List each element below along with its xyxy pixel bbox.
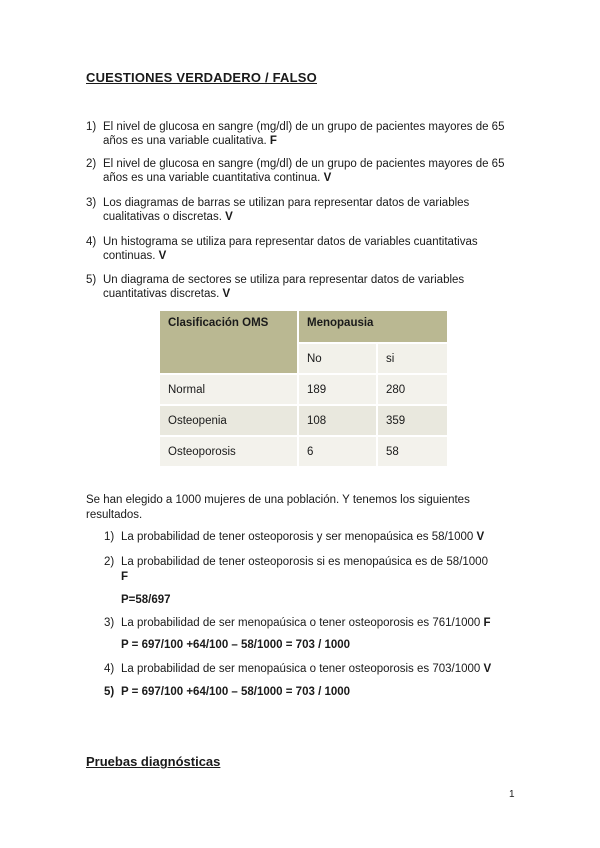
item-number: 2) — [104, 556, 115, 568]
item-answer: F — [483, 617, 491, 629]
cell-si: 58 — [377, 436, 447, 466]
item-number: 4) — [104, 663, 115, 675]
probability-item-4 — [104, 662, 524, 677]
question-text: Los diagramas de barras se utilizan para representar datos de variables cualitativas o discretas. — [103, 197, 470, 223]
question-answer: V — [323, 172, 332, 184]
item-answer: V — [476, 531, 485, 543]
question-answer: V — [225, 211, 233, 223]
question-text: El nivel de glucosa en sangre (mg/dl) de un grupo de pacientes mayores de 65 años es una variable cuantitativa continua. — [103, 158, 505, 184]
question-text: Un histograma se utiliza para representar datos de variables cuantitativas continuas. — [103, 236, 478, 262]
question-4 — [86, 235, 526, 263]
question-number: 2) — [86, 158, 97, 170]
question-answer: F — [269, 135, 277, 147]
item-answer: F — [121, 571, 129, 583]
formula-item-2: P=58/697 — [121, 594, 171, 606]
intro-paragraph: Se han elegido a 1000 mujeres de una población. Y tenemos los siguientes resultados. — [86, 494, 470, 521]
page-number: 1 — [509, 789, 515, 800]
probability-item-1 — [104, 530, 524, 545]
subheader-si: si — [377, 343, 447, 374]
item-text: La probabilidad de ser menopaúsica o tener osteoporosis es 761/1000 — [121, 617, 484, 629]
row-label: Osteopenia — [160, 405, 298, 436]
question-answer: V — [158, 250, 167, 262]
cell-no: 189 — [298, 374, 377, 405]
item-number: 3) — [104, 617, 115, 629]
cell-si: 359 — [377, 405, 447, 436]
row-label: Normal — [160, 374, 298, 405]
question-5 — [86, 273, 526, 301]
header-classification: Clasificación OMS — [160, 311, 298, 374]
item-number: 5) — [104, 686, 115, 698]
probability-item-5 — [104, 685, 524, 700]
question-1 — [86, 120, 526, 148]
item-text: La probabilidad de tener osteoporosis si es menopaúsica es de 58/1000 — [121, 556, 488, 568]
question-2 — [86, 157, 526, 185]
cell-no: 108 — [298, 405, 377, 436]
header-menopause: Menopausia — [298, 311, 447, 343]
item-text: La probabilidad de ser menopaúsica o tener osteoporosis es 703/1000 — [121, 663, 484, 675]
question-text: Un diagrama de sectores se utiliza para representar datos de variables cuantitativas discretas. — [103, 274, 465, 300]
question-3 — [86, 196, 526, 224]
table-row — [160, 374, 447, 405]
item-answer: V — [483, 663, 492, 675]
row-label: Osteoporosis — [160, 436, 298, 466]
question-answer: V — [222, 288, 231, 300]
table-row — [160, 405, 447, 436]
formula-item-3: P = 697/100 +64/100 – 58/1000 = 703 / 1000 — [121, 639, 351, 651]
cell-no: 6 — [298, 436, 377, 466]
cell-si: 280 — [377, 374, 447, 405]
question-number: 1) — [86, 121, 97, 133]
oms-classification-table — [160, 311, 447, 466]
probability-item-2 — [104, 555, 524, 585]
question-text: El nivel de glucosa en sangre (mg/dl) de un grupo de pacientes mayores de 65 años es una variable cualitativa. — [103, 121, 505, 147]
page-title: CUESTIONES VERDADERO / FALSO — [86, 70, 317, 85]
item-number: 1) — [104, 531, 115, 543]
question-number: 5) — [86, 274, 97, 286]
section-title: Pruebas diagnósticas — [86, 754, 221, 769]
question-number: 3) — [86, 197, 97, 209]
question-number: 4) — [86, 236, 97, 248]
item-formula: P = 697/100 +64/100 – 58/1000 = 703 / 1000 — [121, 686, 351, 698]
item-text: La probabilidad de tener osteoporosis y ser menopaúsica es 58/1000 — [121, 531, 477, 543]
probability-item-3 — [104, 616, 524, 631]
table-row — [160, 436, 447, 466]
subheader-no: No — [298, 343, 377, 374]
